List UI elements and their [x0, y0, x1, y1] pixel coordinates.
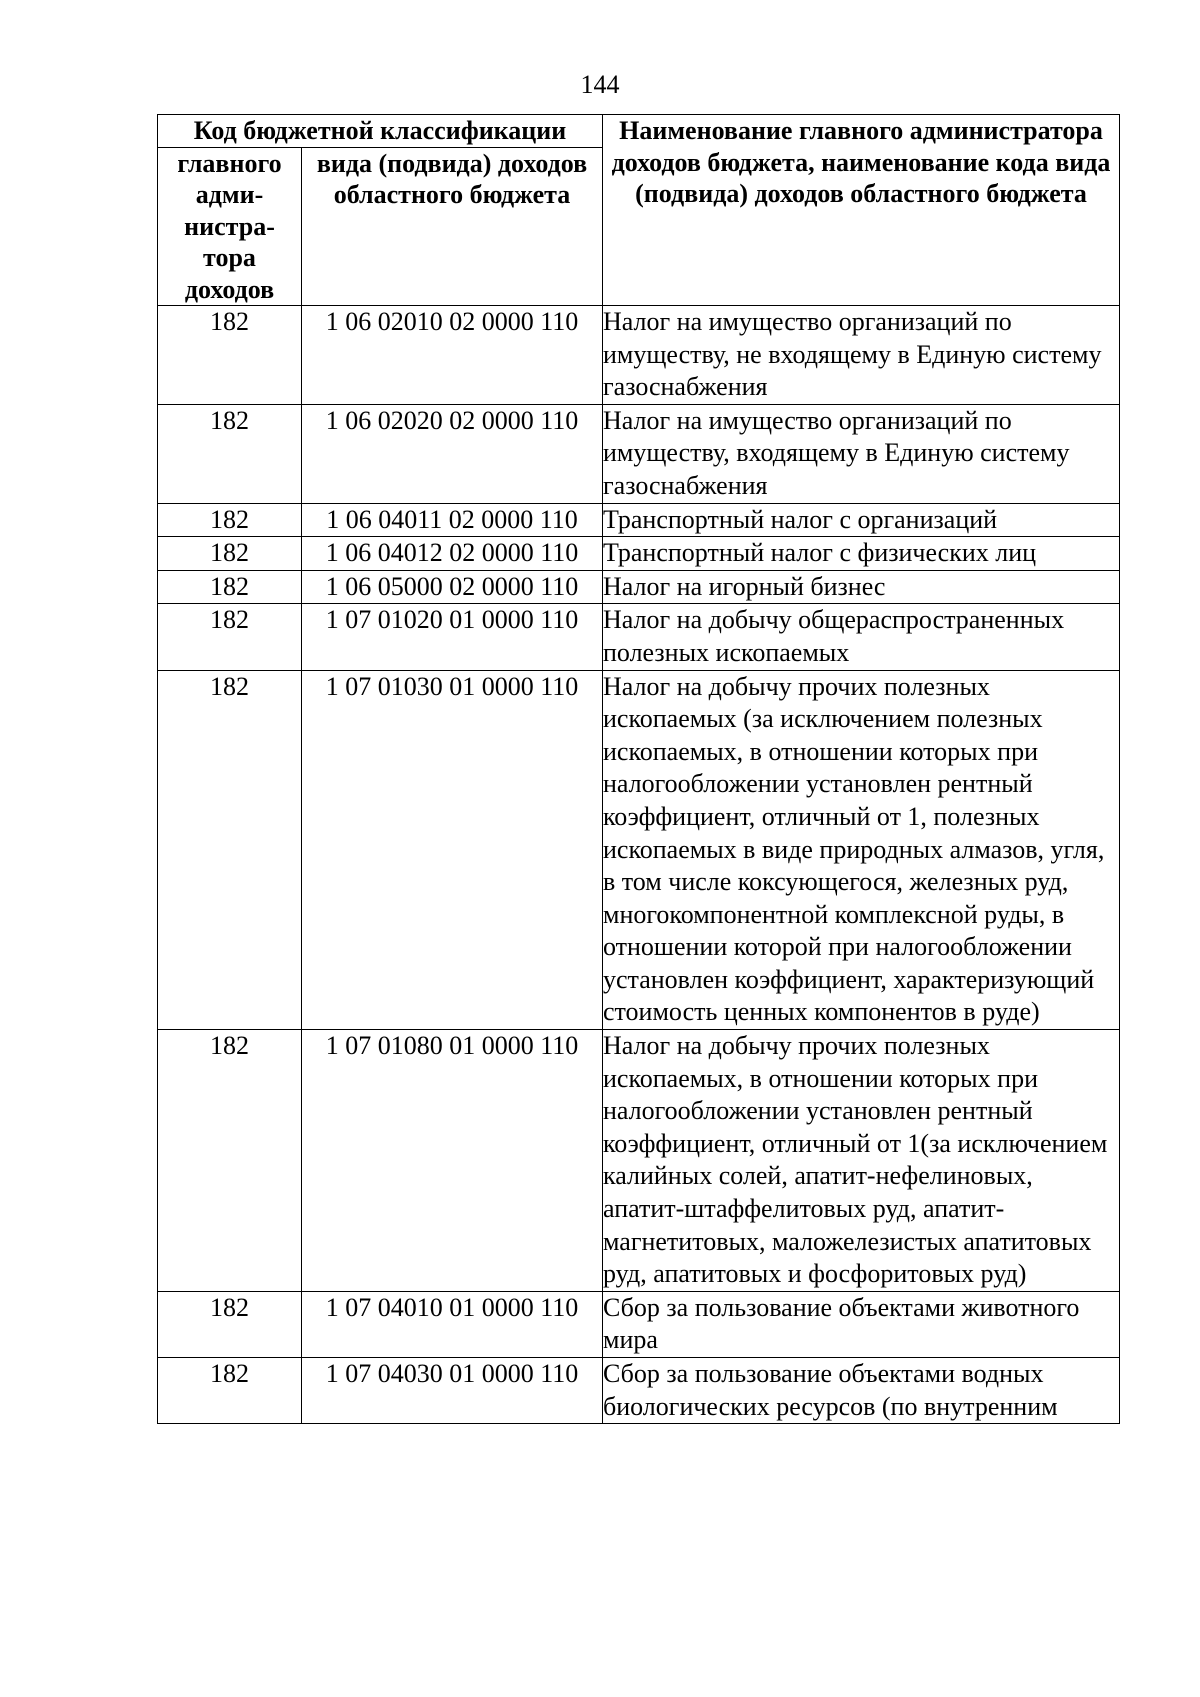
revenue-name-cell: Налог на имущество организаций по имуществу, входящему в Единую систему газоснабжения [603, 404, 1120, 503]
admin-code-cell: 182 [158, 1358, 302, 1424]
table-body [158, 306, 1120, 1424]
table-row [158, 306, 1120, 405]
revenue-code-cell: 1 07 04030 01 0000 110 [302, 1358, 603, 1424]
revenue-code-cell: 1 07 01020 01 0000 110 [302, 604, 603, 670]
page-number: 144 [580, 70, 620, 99]
admin-code-cell: 182 [158, 670, 302, 1030]
admin-code-cell: 182 [158, 570, 302, 604]
admin-code-cell: 182 [158, 306, 302, 405]
revenue-name-cell: Сбор за пользование объектами водных биологических ресурсов (по внутренним [603, 1358, 1120, 1424]
table-row [158, 1358, 1120, 1424]
table-row [158, 537, 1120, 571]
admin-code-cell: 182 [158, 503, 302, 537]
header-budget-classification-code: Код бюджетной классификации [158, 115, 603, 148]
revenue-name-cell: Налог на добычу общераспространенных полезных ископаемых [603, 604, 1120, 670]
header-row-group [158, 115, 1120, 148]
revenue-name-cell: Налог на игорный бизнес [603, 570, 1120, 604]
admin-code-cell: 182 [158, 404, 302, 503]
revenue-name-cell: Транспортный налог с организаций [603, 503, 1120, 537]
table-row [158, 503, 1120, 537]
table-row [158, 1291, 1120, 1357]
admin-code-cell: 182 [158, 537, 302, 571]
revenue-code-cell: 1 06 02010 02 0000 110 [302, 306, 603, 405]
header-revenue-kind: вида (подвида) доходов областного бюджета [302, 147, 603, 306]
revenue-name-cell: Сбор за пользование объектами животного мира [603, 1291, 1120, 1357]
revenue-code-cell: 1 06 02020 02 0000 110 [302, 404, 603, 503]
table-row [158, 570, 1120, 604]
budget-classification-table [157, 114, 1120, 1424]
revenue-name-cell: Налог на имущество организаций по имуществу, не входящему в Единую систему газоснабжения [603, 306, 1120, 405]
table-row [158, 404, 1120, 503]
revenue-code-cell: 1 07 04010 01 0000 110 [302, 1291, 603, 1357]
revenue-code-cell: 1 07 01080 01 0000 110 [302, 1030, 603, 1292]
revenue-code-cell: 1 07 01030 01 0000 110 [302, 670, 603, 1030]
table-row [158, 604, 1120, 670]
revenue-code-cell: 1 06 04011 02 0000 110 [302, 503, 603, 537]
admin-code-cell: 182 [158, 1030, 302, 1292]
revenue-code-cell: 1 06 04012 02 0000 110 [302, 537, 603, 571]
table-row [158, 670, 1120, 1030]
header-name: Наименование главного администратора доходов бюджета, наименование кода вида (подвида) доходов областного бюджета [603, 115, 1120, 306]
admin-code-cell: 182 [158, 604, 302, 670]
revenue-code-cell: 1 06 05000 02 0000 110 [302, 570, 603, 604]
header-chief-administrator: главного адми-нистра-тора доходов [158, 147, 302, 306]
revenue-name-cell: Транспортный налог с физических лиц [603, 537, 1120, 571]
revenue-name-cell: Налог на добычу прочих полезных ископаемых, в отношении которых при налогообложении установлен рентный коэффициент, отличный от 1(за исключением калийных солей, апатит-нефелиновых, апатит-штаффелитовых руд, апатит-магнетитовых, маложелезистых апатитовых руд, апатитовых и фосфоритовых руд) [603, 1030, 1120, 1292]
revenue-name-cell: Налог на добычу прочих полезных ископаемых (за исключением полезных ископаемых, в отношении которых при налогообложении установлен рентный коэффициент, отличный от 1, полезных ископаемых в виде природных алмазов, угля, в том числе коксующегося, железных руд, многокомпонентной комплексной руды, в отношении которой при налогообложении установлен коэффициент, характеризующий стоимость ценных компонентов в руде) [603, 670, 1120, 1030]
table-row [158, 1030, 1120, 1292]
admin-code-cell: 182 [158, 1291, 302, 1357]
